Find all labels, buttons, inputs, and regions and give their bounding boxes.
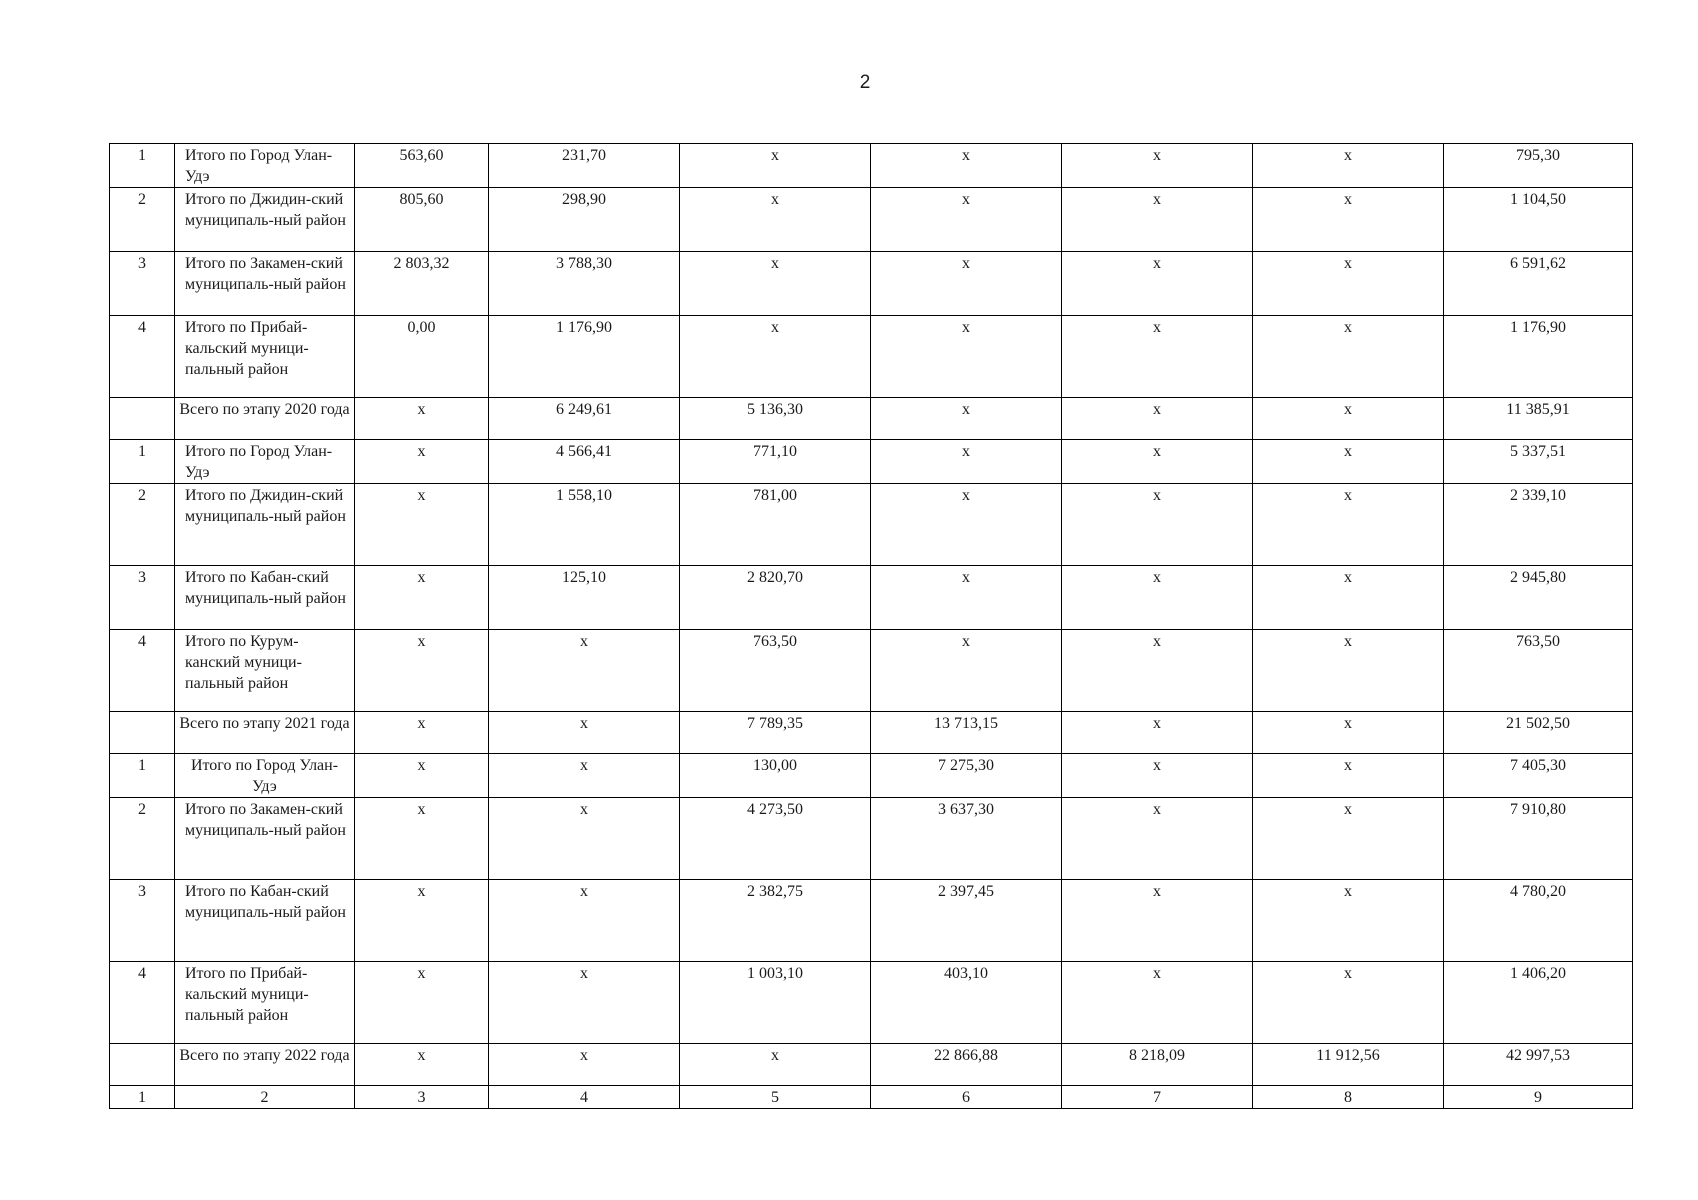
cell-col7: х [1062, 144, 1253, 188]
row-number: 4 [110, 630, 175, 712]
cell-col4: х [489, 880, 680, 962]
cell-col8: х [1253, 630, 1444, 712]
cell-col3: х [355, 484, 489, 566]
cell-col6: х [871, 566, 1062, 630]
cell-col4: 4 566,41 [489, 440, 680, 484]
cell-col3: х [355, 962, 489, 1044]
cell-col5: 2 382,75 [680, 880, 871, 962]
cell-col4: 231,70 [489, 144, 680, 188]
cell-col5: х [680, 144, 871, 188]
column-number: 6 [871, 1086, 1062, 1109]
row-name: Итого по Кабан-ский муниципаль-ный район [175, 880, 355, 962]
cell-col7: х [1062, 398, 1253, 440]
table-row [110, 440, 1633, 484]
cell-col5: 781,00 [680, 484, 871, 566]
row-number: 4 [110, 316, 175, 398]
cell-col8: х [1253, 962, 1444, 1044]
cell-col9: 1 176,90 [1444, 316, 1633, 398]
cell-col3: 805,60 [355, 188, 489, 252]
cell-col5: 771,10 [680, 440, 871, 484]
row-number: 1 [110, 144, 175, 188]
cell-col6: 2 397,45 [871, 880, 1062, 962]
row-number: 4 [110, 962, 175, 1044]
cell-col6: 7 275,30 [871, 754, 1062, 798]
row-number: 2 [110, 188, 175, 252]
cell-col3: х [355, 630, 489, 712]
cell-col7: х [1062, 484, 1253, 566]
stage-total-label: Всего по этапу 2022 года [175, 1044, 355, 1086]
cell-col7: х [1062, 566, 1253, 630]
column-number: 9 [1444, 1086, 1633, 1109]
table-row [110, 188, 1633, 252]
cell-col6: х [871, 484, 1062, 566]
cell-col8: х [1253, 880, 1444, 962]
table-row [110, 316, 1633, 398]
row-name: Итого по Закамен-ский муниципаль-ный район [175, 798, 355, 880]
cell-col3: х [355, 1044, 489, 1086]
cell-col4: 298,90 [489, 188, 680, 252]
cell-col4: 125,10 [489, 566, 680, 630]
cell-col7: х [1062, 252, 1253, 316]
column-number: 8 [1253, 1086, 1444, 1109]
cell-col6: 403,10 [871, 962, 1062, 1044]
table-row [110, 144, 1633, 188]
cell-col6: х [871, 316, 1062, 398]
cell-col9: 7 910,80 [1444, 798, 1633, 880]
cell-col3: х [355, 754, 489, 798]
cell-col9: 42 997,53 [1444, 1044, 1633, 1086]
cell-col8: х [1253, 316, 1444, 398]
cell-col7: х [1062, 440, 1253, 484]
row-number: 3 [110, 252, 175, 316]
cell-col4: х [489, 798, 680, 880]
row-name: Итого по Прибай-кальский муници-пальный район [175, 316, 355, 398]
stage-total-row [110, 712, 1633, 754]
cell-col6: х [871, 440, 1062, 484]
row-name: Итого по Город Улан-Удэ [175, 144, 355, 188]
table-row [110, 630, 1633, 712]
column-number-row [110, 1086, 1633, 1109]
row-number [110, 398, 175, 440]
cell-col7: 8 218,09 [1062, 1044, 1253, 1086]
cell-col4: 3 788,30 [489, 252, 680, 316]
stage-total-label: Всего по этапу 2021 года [175, 712, 355, 754]
cell-col9: 11 385,91 [1444, 398, 1633, 440]
cell-col4: х [489, 754, 680, 798]
column-number: 4 [489, 1086, 680, 1109]
cell-col8: х [1253, 712, 1444, 754]
cell-col4: 6 249,61 [489, 398, 680, 440]
table-row [110, 880, 1633, 962]
cell-col3: х [355, 398, 489, 440]
stage-total-row [110, 1044, 1633, 1086]
row-number: 1 [110, 440, 175, 484]
row-number: 3 [110, 566, 175, 630]
row-name: Итого по Джидин-ский муниципаль-ный район [175, 484, 355, 566]
cell-col8: х [1253, 798, 1444, 880]
cell-col8: х [1253, 566, 1444, 630]
cell-col7: х [1062, 630, 1253, 712]
row-name: Итого по Кабан-ский муниципаль-ный район [175, 566, 355, 630]
cell-col3: 563,60 [355, 144, 489, 188]
cell-col4: х [489, 1044, 680, 1086]
cell-col5: х [680, 1044, 871, 1086]
cell-col9: 6 591,62 [1444, 252, 1633, 316]
row-number: 2 [110, 798, 175, 880]
row-number: 1 [110, 754, 175, 798]
row-number: 2 [110, 484, 175, 566]
cell-col6: 3 637,30 [871, 798, 1062, 880]
cell-col7: х [1062, 880, 1253, 962]
column-number: 2 [175, 1086, 355, 1109]
cell-col4: 1 558,10 [489, 484, 680, 566]
cell-col9: 1 104,50 [1444, 188, 1633, 252]
cell-col9: 21 502,50 [1444, 712, 1633, 754]
row-name: Итого по Курум-канский муници-пальный район [175, 630, 355, 712]
table-row [110, 484, 1633, 566]
cell-col8: х [1253, 484, 1444, 566]
table-row [110, 962, 1633, 1044]
cell-col7: х [1062, 798, 1253, 880]
cell-col4: х [489, 962, 680, 1044]
cell-col4: х [489, 630, 680, 712]
cell-col6: х [871, 252, 1062, 316]
cell-col5: 2 820,70 [680, 566, 871, 630]
row-name: Итого по Город Улан-Удэ [175, 440, 355, 484]
cell-col6: х [871, 188, 1062, 252]
cell-col7: х [1062, 754, 1253, 798]
row-name: Итого по Прибай-кальский муници-пальный район [175, 962, 355, 1044]
cell-col5: х [680, 188, 871, 252]
cell-col8: х [1253, 398, 1444, 440]
cell-col6: 13 713,15 [871, 712, 1062, 754]
row-name: Итого по Закамен-ский муниципаль-ный район [175, 252, 355, 316]
budget-table [109, 143, 1633, 1109]
cell-col8: х [1253, 754, 1444, 798]
cell-col9: 2 339,10 [1444, 484, 1633, 566]
cell-col8: 11 912,56 [1253, 1044, 1444, 1086]
column-number: 3 [355, 1086, 489, 1109]
cell-col5: 4 273,50 [680, 798, 871, 880]
cell-col7: х [1062, 188, 1253, 252]
column-number: 1 [110, 1086, 175, 1109]
cell-col5: х [680, 252, 871, 316]
cell-col9: 763,50 [1444, 630, 1633, 712]
cell-col9: 4 780,20 [1444, 880, 1633, 962]
column-number: 7 [1062, 1086, 1253, 1109]
cell-col3: 2 803,32 [355, 252, 489, 316]
cell-col5: 5 136,30 [680, 398, 871, 440]
row-number [110, 1044, 175, 1086]
page-number: 2 [859, 72, 871, 93]
cell-col7: х [1062, 962, 1253, 1044]
table-row [110, 754, 1633, 798]
cell-col5: х [680, 316, 871, 398]
cell-col9: 1 406,20 [1444, 962, 1633, 1044]
cell-col9: 7 405,30 [1444, 754, 1633, 798]
cell-col3: х [355, 880, 489, 962]
cell-col7: х [1062, 712, 1253, 754]
cell-col8: х [1253, 252, 1444, 316]
cell-col8: х [1253, 144, 1444, 188]
cell-col9: 5 337,51 [1444, 440, 1633, 484]
cell-col3: х [355, 712, 489, 754]
column-number: 5 [680, 1086, 871, 1109]
cell-col9: 2 945,80 [1444, 566, 1633, 630]
cell-col9: 795,30 [1444, 144, 1633, 188]
stage-total-label: Всего по этапу 2020 года [175, 398, 355, 440]
table-row [110, 798, 1633, 880]
cell-col3: х [355, 566, 489, 630]
table-row [110, 566, 1633, 630]
cell-col3: х [355, 440, 489, 484]
cell-col4: х [489, 712, 680, 754]
cell-col6: х [871, 144, 1062, 188]
cell-col6: х [871, 630, 1062, 712]
cell-col7: х [1062, 316, 1253, 398]
row-name: Итого по Джидин-ский муниципаль-ный район [175, 188, 355, 252]
cell-col5: 1 003,10 [680, 962, 871, 1044]
cell-col6: х [871, 398, 1062, 440]
cell-col6: 22 866,88 [871, 1044, 1062, 1086]
row-number [110, 712, 175, 754]
row-number: 3 [110, 880, 175, 962]
cell-col5: 763,50 [680, 630, 871, 712]
cell-col4: 1 176,90 [489, 316, 680, 398]
cell-col3: 0,00 [355, 316, 489, 398]
row-name: Итого по Город Улан-Удэ [175, 754, 355, 798]
cell-col8: х [1253, 440, 1444, 484]
stage-total-row [110, 398, 1633, 440]
cell-col8: х [1253, 188, 1444, 252]
cell-col5: 7 789,35 [680, 712, 871, 754]
table-row [110, 252, 1633, 316]
cell-col3: х [355, 798, 489, 880]
cell-col5: 130,00 [680, 754, 871, 798]
